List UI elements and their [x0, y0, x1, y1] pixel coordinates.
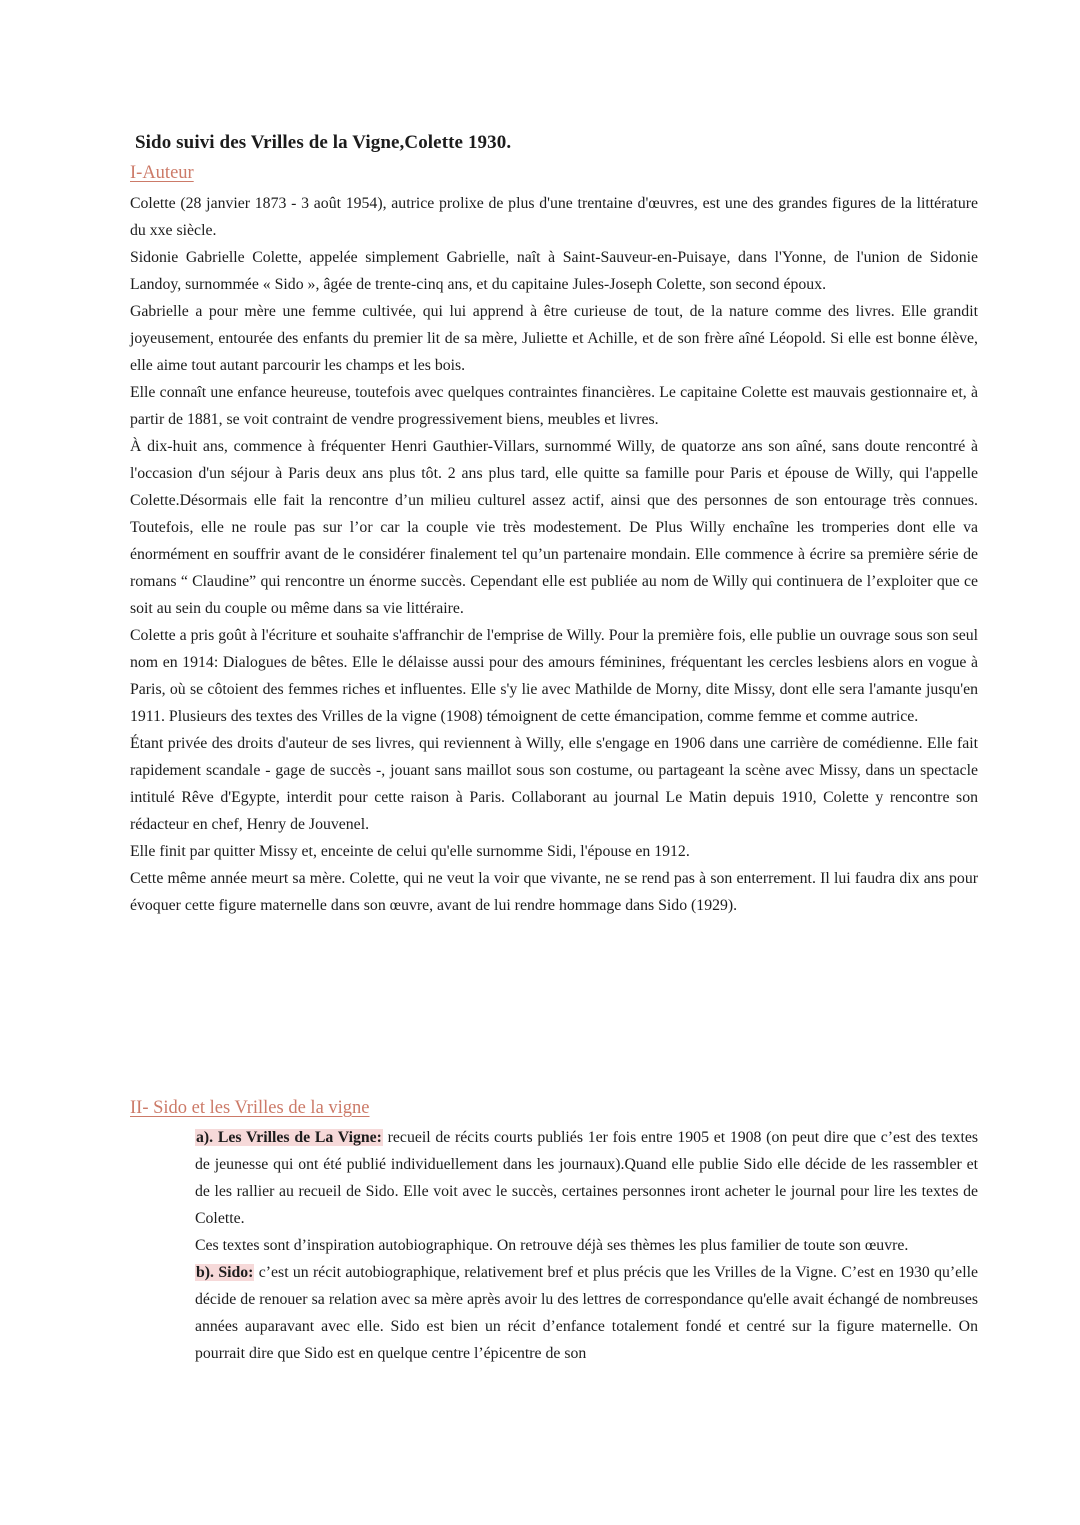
paragraph: Cette même année meurt sa mère. Colette, qui ne veut la voir que vivante, ne se rend pas à son enterrement. Il lui faudra dix ans pour évoquer cette figure maternelle dans son œuvre, avant de lui rendre hommage dans Sido (1929). — [130, 870, 978, 914]
paragraph: Colette a pris goût à l'écriture et souhaite s'affranchir de l'emprise de Willy. Pour la première fois, elle publie un ouvrage sous son seul nom en 1914: Dialogues de bêtes. Elle le délaisse aussi pour des amours féminines, fréquentant les cercles lesbiens alors en vogue à Paris, où se côtoient des femmes riches et influentes. Elle s'y lie avec Mathilde de Morny, dite Missy, dont elle sera l'amante jusqu'en 1911. Plusieurs des textes des Vrilles de la vigne (1908) témoignent de cette émancipation, comme femme et comme autrice. — [130, 627, 978, 725]
paragraph: À dix-huit ans, commence à fréquenter Henri Gauthier-Villars, surnommé Willy, de quatorze ans son aîné, sans doute rencontré à l'occasion d'un séjour à Paris deux ans plus tôt. 2 ans plus tard, elle quitte sa famille pour Paris et épouse de Willy, qui l'appelle Colette.Désormais elle fait la rencontre d’un milieu culturel assez actif, ainsi que des personnes de son entourage très connues. Toutefois, elle ne roule pas sur l’or car la couple vie très modestement. De Plus Willy enchaîne les tromperies dont elle va énormément en souffrir avant de le considérer finalement tel qu’un partenaire mondain. Elle commence à écrire sa première série de romans “ Claudine” qui rencontre un énorme succès. Cependant elle est publiée au nom de Willy qui continuera de l’exploiter que ce soit au sein du couple ou même dans sa vie littéraire. — [130, 438, 978, 617]
paragraph-part-b — [195, 1259, 978, 1367]
highlighted-label: a). Les Vrilles de La Vigne: — [196, 1129, 382, 1146]
section-auteur-body — [130, 190, 978, 919]
paragraph: Colette (28 janvier 1873 - 3 août 1954), autrice prolixe de plus d'une trentaine d'œuvres, est une des grandes figures de la littérature du xxe siècle. — [130, 195, 978, 239]
section-heading-auteur: I-Auteur — [130, 163, 194, 183]
paragraph: Elle connaît une enfance heureuse, toutefois avec quelques contraintes financières. Le capitaine Colette est mauvais gestionnaire et, à partir de 1881, se voit contraint de vendre progressivement biens, meubles et livres. — [130, 384, 978, 428]
section-sido-body — [195, 1124, 978, 1367]
section-heading-sido: II- Sido et les Vrilles de la vigne — [130, 1098, 370, 1118]
paragraph: Gabrielle a pour mère une femme cultivée, qui lui apprend à être curieuse de tout, de la nature comme des livres. Elle grandit joyeusement, entourée des enfants du premier lit de sa mère, Juliette et Achille, et de son frère aîné Léopold. Si elle est bonne élève, elle aime tout autant parcourir les champs et les bois. — [130, 303, 978, 374]
paragraph: Elle finit par quitter Missy et, enceinte de celui qu'elle surnomme Sidi, l'épouse en 1912. — [130, 843, 690, 860]
paragraph: Ces textes sont d’inspiration autobiographique. On retrouve déjà ses thèmes les plus familier de toute son œuvre. — [195, 1237, 909, 1254]
paragraph-text: recueil de récits courts publiés 1er fois entre 1905 et 1908 (on peut dire que c’est des textes de jeunesse qui ont été publié individuellement dans les journaux).Quand elle publie Sido elle décide de les rassembler et de les rallier au recueil de Sido. Elle voit avec le succès, certaines personnes iront acheter le journal pour lire les textes de Colette. — [195, 1129, 978, 1227]
paragraph: Sidonie Gabrielle Colette, appelée simplement Gabrielle, naît à Saint-Sauveur-en-Puisaye, dans l'Yonne, de l'union de Sidonie Landoy, surnommée « Sido », âgée de trente-cinq ans, et du capitaine Jules-Joseph Colette, son second époux. — [130, 249, 978, 293]
highlighted-label: b). Sido: — [196, 1264, 254, 1281]
document-title: Sido suivi des Vrilles de la Vigne,Colette 1930. — [135, 132, 512, 153]
paragraph-part-a — [195, 1124, 978, 1232]
paragraph: Étant privée des droits d'auteur de ses livres, qui reviennent à Willy, elle s'engage en 1906 dans une carrière de comédienne. Elle fait rapidement scandale - gage de succès -, jouant sans maillot sous son costume, ou partageant la scène avec Missy, dans un spectacle intitulé Rêve d'Egypte, interdit pour cette raison à Paris. Collaborant au journal Le Matin depuis 1910, Colette y rencontre son rédacteur en chef, Henry de Jouvenel. — [130, 735, 978, 833]
paragraph-text: c’est un récit autobiographique, relativement bref et plus précis que les Vrilles de la Vigne. C’est en 1930 qu’elle décide de renouer sa relation avec sa mère après avoir lu des lettres de correspondance qu'elle avait échangé de nombreuses années auparavant avec elle. Sido est bien un récit d’enfance totalement fondé et centré sur la figure maternelle. On pourrait dire que Sido est en quelque centre l’épicentre de son — [195, 1264, 978, 1362]
